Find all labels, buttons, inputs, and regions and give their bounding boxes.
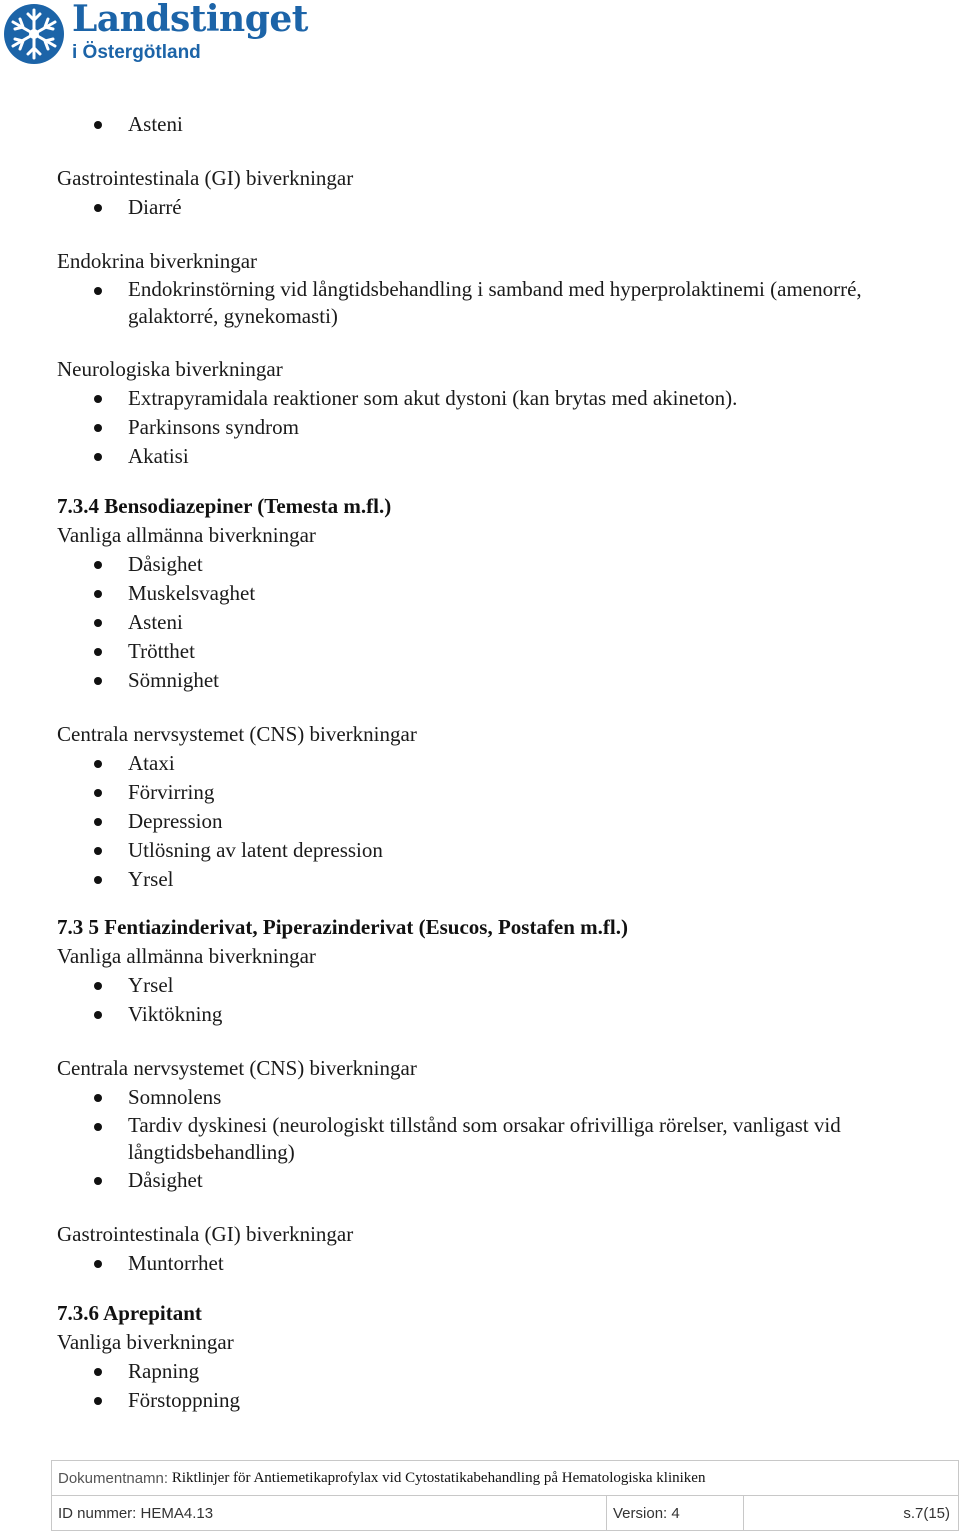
section-title-7-3-4: 7.3.4 Bensodiazepiner (Temesta m.fl.) [57,494,392,518]
section-heading-neurologiska: Neurologiska biverkningar [57,357,283,381]
id-number: ID nummer: HEMA4.13 [52,1496,607,1530]
list-item: Diarré [57,193,947,222]
list-item: Viktökning [57,1000,947,1029]
section-title-7-3-6: 7.3.6 Aprepitant [57,1301,202,1325]
bullet-list-gi [57,193,947,222]
list-item: Muntorrhet [57,1249,947,1278]
list-item: Förvirring [57,778,947,807]
list-item: Sömnighet [57,666,947,695]
document-name-label: Dokumentnamn: [58,1469,169,1487]
section-heading-vanliga-allmanna: Vanliga allmänna biverkningar [57,523,316,547]
list-item: Akatisi [57,442,947,471]
list-item: Asteni [57,110,947,139]
list-item: Asteni [57,608,947,637]
bullet-list-gi [57,1249,947,1278]
list-item: Yrsel [57,865,947,894]
logo [0,0,308,72]
bullet-list-top [57,110,947,139]
list-item: Somnolens [57,1083,947,1112]
section-heading-vanliga: Vanliga biverkningar [57,1330,234,1354]
document-name-value: Riktlinjer för Antiemetikaprofylax vid Cytostatikabehandling på Hematologiska kliniken [171,1469,706,1486]
list-item: Trötthet [57,637,947,666]
section-heading-cns: Centrala nervsystemet (CNS) biverkningar [57,722,417,746]
list-item: Muskelsvaghet [57,579,947,608]
bullet-list-cns [57,1083,947,1195]
section-heading-endokrina: Endokrina biverkningar [57,249,258,273]
logo-title: Landstinget [72,0,308,40]
bullet-list-vanliga-allmanna [57,550,947,695]
list-item: Förstoppning [57,1386,947,1415]
section-heading-cns: Centrala nervsystemet (CNS) biverkningar [57,1056,417,1080]
list-item: Dåsighet [57,1166,947,1195]
bullet-list-vanliga [57,1357,947,1415]
snowflake-emblem-icon [2,2,66,66]
list-item: Endokrinstörning vid långtidsbehandling i samband med hyperprolaktinemi (amenorré, galaktorré, gynekomasti) [57,276,947,330]
section-heading-gi: Gastrointestinala (GI) biverkningar [57,1222,354,1246]
list-item: Depression [57,807,947,836]
list-item: Tardiv dyskinesi (neurologiskt tillstånd som orsakar ofrivilliga rörelser, vanligast vid långtidsbehandling) [57,1112,947,1166]
bullet-list-vanliga-allmanna [57,971,947,1029]
section-heading-gi: Gastrointestinala (GI) biverkningar [57,166,354,190]
document-body [57,110,947,1415]
section-heading-vanliga-allmanna: Vanliga allmänna biverkningar [57,944,316,968]
list-item: Utlösning av latent depression [57,836,947,865]
list-item: Yrsel [57,971,947,1000]
bullet-list-endokrina [57,276,947,330]
footer-document-name-row [52,1461,958,1496]
list-item: Ataxi [57,749,947,778]
version: Version: 4 [607,1496,744,1530]
footer-meta-row [52,1496,958,1530]
section-title-7-3-5: 7.3 5 Fentiazinderivat, Piperazinderivat (Esucos, Postafen m.fl.) [57,915,628,939]
list-item: Parkinsons syndrom [57,413,947,442]
bullet-list-neurologiska [57,384,947,471]
list-item: Dåsighet [57,550,947,579]
list-item: Rapning [57,1357,947,1386]
logo-subtitle: i Östergötland [72,42,201,63]
bullet-list-cns [57,749,947,894]
document-footer [51,1460,959,1531]
list-item: Extrapyramidala reaktioner som akut dystoni (kan brytas med akineton). [57,384,947,413]
page-number: s.7(15) [903,1504,950,1522]
